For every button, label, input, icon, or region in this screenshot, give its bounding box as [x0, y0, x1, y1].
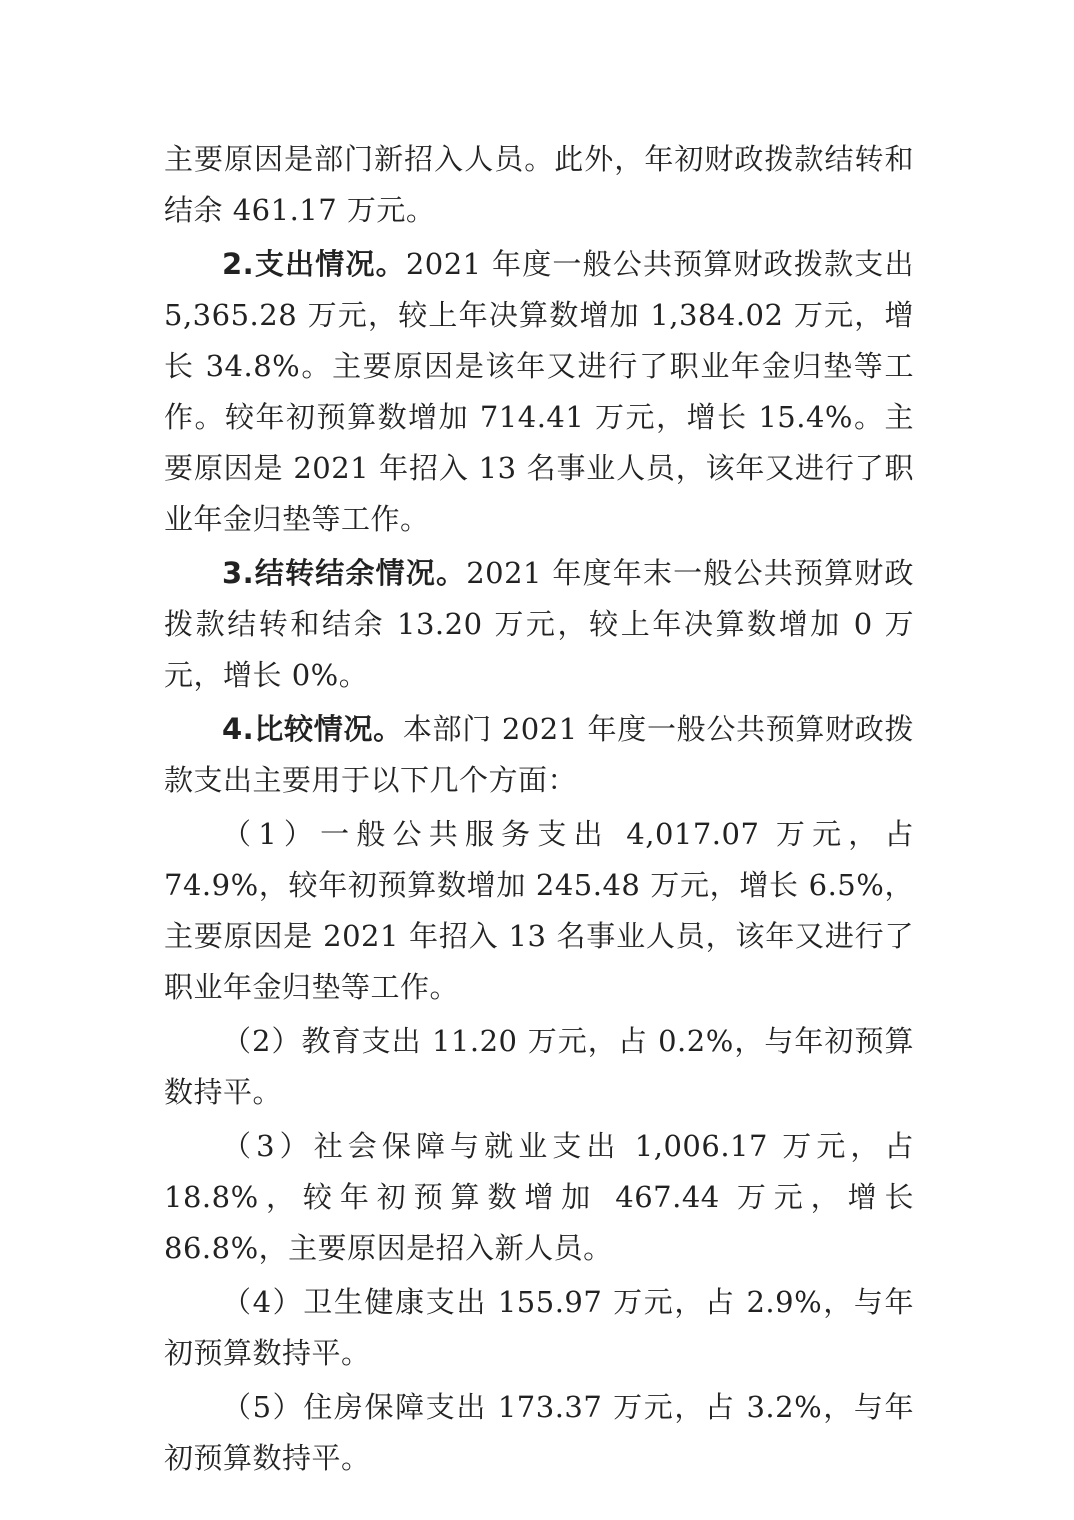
- section-heading-expenditure: 2.支出情况。: [222, 247, 406, 281]
- list-item-social-security: [164, 1121, 914, 1274]
- paragraph-text: 主要原因是部门新招入人员。此外，年初财政拨款结转和结余 461.17 万元。: [164, 142, 914, 227]
- list-item-education: [164, 1016, 914, 1118]
- section-heading-comparison: 4.比较情况。: [222, 712, 403, 746]
- paragraph-income-continuation: [164, 134, 914, 236]
- paragraph-expenditure: [164, 239, 914, 545]
- document-body: [164, 134, 914, 1487]
- list-item-health: [164, 1277, 914, 1379]
- list-item-text: （5）住房保障支出 173.37 万元，占 3.2%，与年初预算数持平。: [164, 1390, 914, 1475]
- list-item-text: （3）社会保障与就业支出 1,006.17 万元，占 18.8%，较年初预算数增加 467.44 万元，增长 86.8%，主要原因是招入新人员。: [164, 1129, 914, 1265]
- paragraph-text: 2021 年度一般公共预算财政拨款支出 5,365.28 万元，较上年决算数增加 1,384.02 万元，增长 34.8%。主要原因是该年又进行了职业年金归垫等工作。较年初预算数增加 714.41 万元，增长 15.4%。主要原因是 2021 年招入 13 名事业人员，该年又进行了职业年金归垫等工作。: [164, 247, 914, 536]
- paragraph-text: 2021 年度年末一般公共预算财政拨款结转和结余 13.20 万元，较上年决算数增加 0 万元，增长 0%。: [164, 556, 914, 692]
- paragraph-text: 本部门 2021 年度一般公共预算财政拨款支出主要用于以下几个方面：: [164, 712, 914, 797]
- section-heading-carryover: 3.结转结余情况。: [222, 556, 467, 590]
- list-item-text: （1）一般公共服务支出 4,017.07 万元，占 74.9%，较年初预算数增加 245.48 万元，增长 6.5%，主要原因是 2021 年招入 13 名事业人员，该年又进行了职业年金归垫等工作。: [164, 817, 914, 1004]
- paragraph-comparison: [164, 704, 914, 806]
- list-item-text: （2）教育支出 11.20 万元，占 0.2%，与年初预算数持平。: [164, 1024, 914, 1109]
- list-item-text: （4）卫生健康支出 155.97 万元，占 2.9%，与年初预算数持平。: [164, 1285, 914, 1370]
- list-item-housing: [164, 1382, 914, 1484]
- paragraph-carryover: [164, 548, 914, 701]
- list-item-general-public-services: [164, 809, 914, 1013]
